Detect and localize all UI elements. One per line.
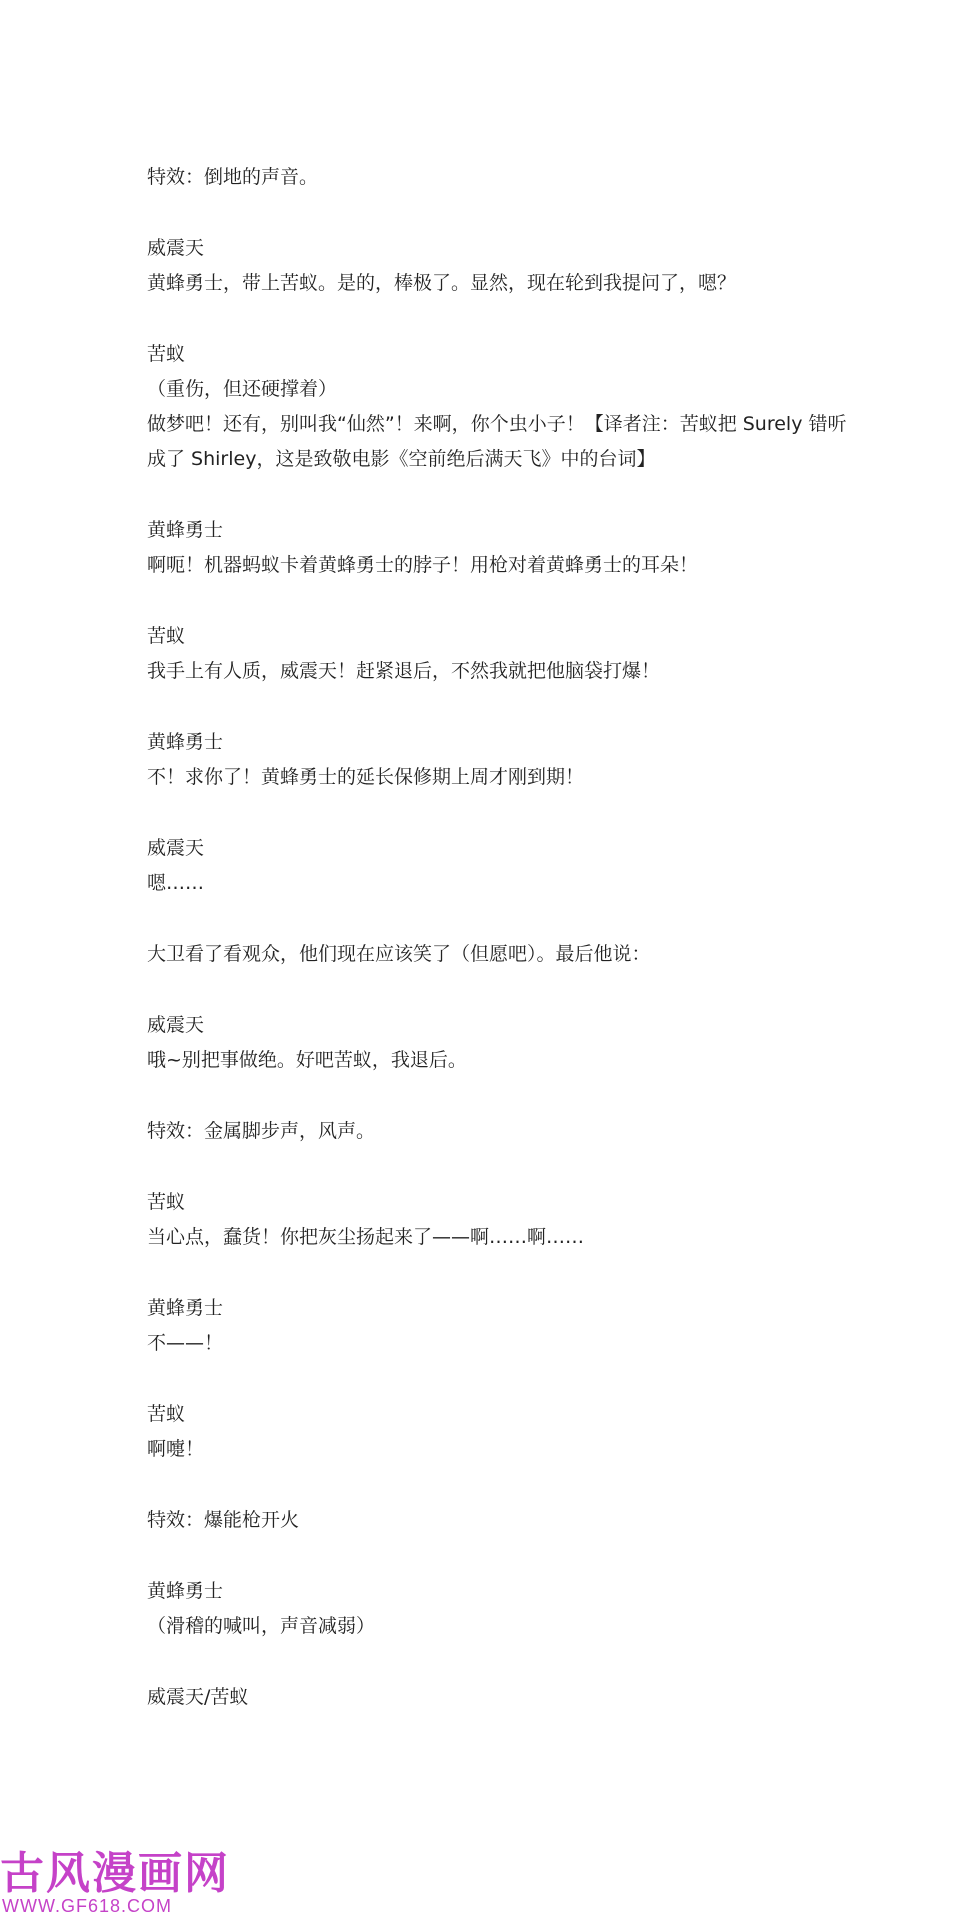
- dialogue-block: [147, 1008, 847, 1078]
- dialogue-block: [147, 1185, 847, 1255]
- dialogue-text: 我手上有人质，威震天！赶紧退后，不然我就把他脑袋打爆！: [147, 660, 661, 682]
- dialogue-text: 黄蜂勇士，带上苦蚁。是的，棒极了。显然，现在轮到我提问了，嗯？: [147, 272, 737, 294]
- speaker-name: 黄蜂勇士: [147, 1580, 224, 1602]
- dialogue-block: [147, 1680, 847, 1715]
- script-document: [147, 160, 847, 1751]
- speaker-name: 苦蚁: [147, 343, 186, 365]
- dialogue-block: [147, 619, 847, 689]
- stage-direction-text: 特效：金属脚步声，风声。: [147, 1120, 376, 1142]
- speaker-name: 苦蚁: [147, 1403, 186, 1425]
- dialogue-block: [147, 1291, 847, 1361]
- speaker-name: 威震天: [147, 237, 205, 259]
- stage-direction-text: 特效：倒地的声音。: [147, 166, 319, 188]
- speaker-name: 黄蜂勇士: [147, 1297, 224, 1319]
- stage-direction-block: [147, 1114, 847, 1149]
- watermark-url: WWW.GF618.COM: [2, 1896, 172, 1916]
- dialogue-block: [147, 231, 847, 301]
- dialogue-block: [147, 1397, 847, 1467]
- dialogue-block: [147, 1574, 847, 1644]
- speaker-name: 黄蜂勇士: [147, 519, 224, 541]
- speaker-name: 威震天: [147, 1014, 205, 1036]
- dialogue-block: [147, 831, 847, 901]
- speaker-name: 苦蚁: [147, 625, 186, 647]
- dialogue-text: 啊呃！机器蚂蚁卡着黄蜂勇士的脖子！用枪对着黄蜂勇士的耳朵！: [147, 554, 699, 576]
- speaker-name: 威震天/苦蚁: [147, 1686, 249, 1708]
- stage-direction-text: 特效：爆能枪开火: [147, 1509, 300, 1531]
- stage-direction-block: [147, 1503, 847, 1538]
- speaker-name: 威震天: [147, 837, 205, 859]
- dialogue-text: 当心点，蠢货！你把灰尘扬起来了——啊……啊……: [147, 1226, 585, 1248]
- narration-text: 大卫看了看观众，他们现在应该笑了（但愿吧）。最后他说：: [147, 943, 651, 965]
- speaker-name: 黄蜂勇士: [147, 731, 224, 753]
- watermark-logo-text: 古风漫画网: [0, 1848, 230, 1899]
- dialogue-block: [147, 725, 847, 795]
- stage-direction-text: （重伤，但还硬撑着）: [147, 378, 338, 400]
- narration-block: [147, 937, 847, 972]
- dialogue-text: 做梦吧！还有，别叫我“仙然”！来啊，你个虫小子！【译者注：苦蚁把 Surely 错听成了 Shirley，这是致敬电影《空前绝后满天飞》中的台词】: [147, 413, 847, 470]
- stage-direction-text: （滑稽的喊叫，声音减弱）: [147, 1615, 376, 1637]
- dialogue-text: 哦~别把事做绝。好吧苦蚁，我退后。: [147, 1049, 467, 1071]
- dialogue-text: 嗯……: [147, 872, 205, 894]
- dialogue-text: 不——！: [147, 1332, 224, 1354]
- dialogue-block: [147, 337, 847, 477]
- site-watermark: [0, 1848, 260, 1918]
- dialogue-block: [147, 513, 847, 583]
- dialogue-text: 啊嚏！: [147, 1438, 205, 1460]
- speaker-name: 苦蚁: [147, 1191, 186, 1213]
- stage-direction-block: [147, 160, 847, 195]
- dialogue-text: 不！求你了！黄蜂勇士的延长保修期上周才刚到期！: [147, 766, 585, 788]
